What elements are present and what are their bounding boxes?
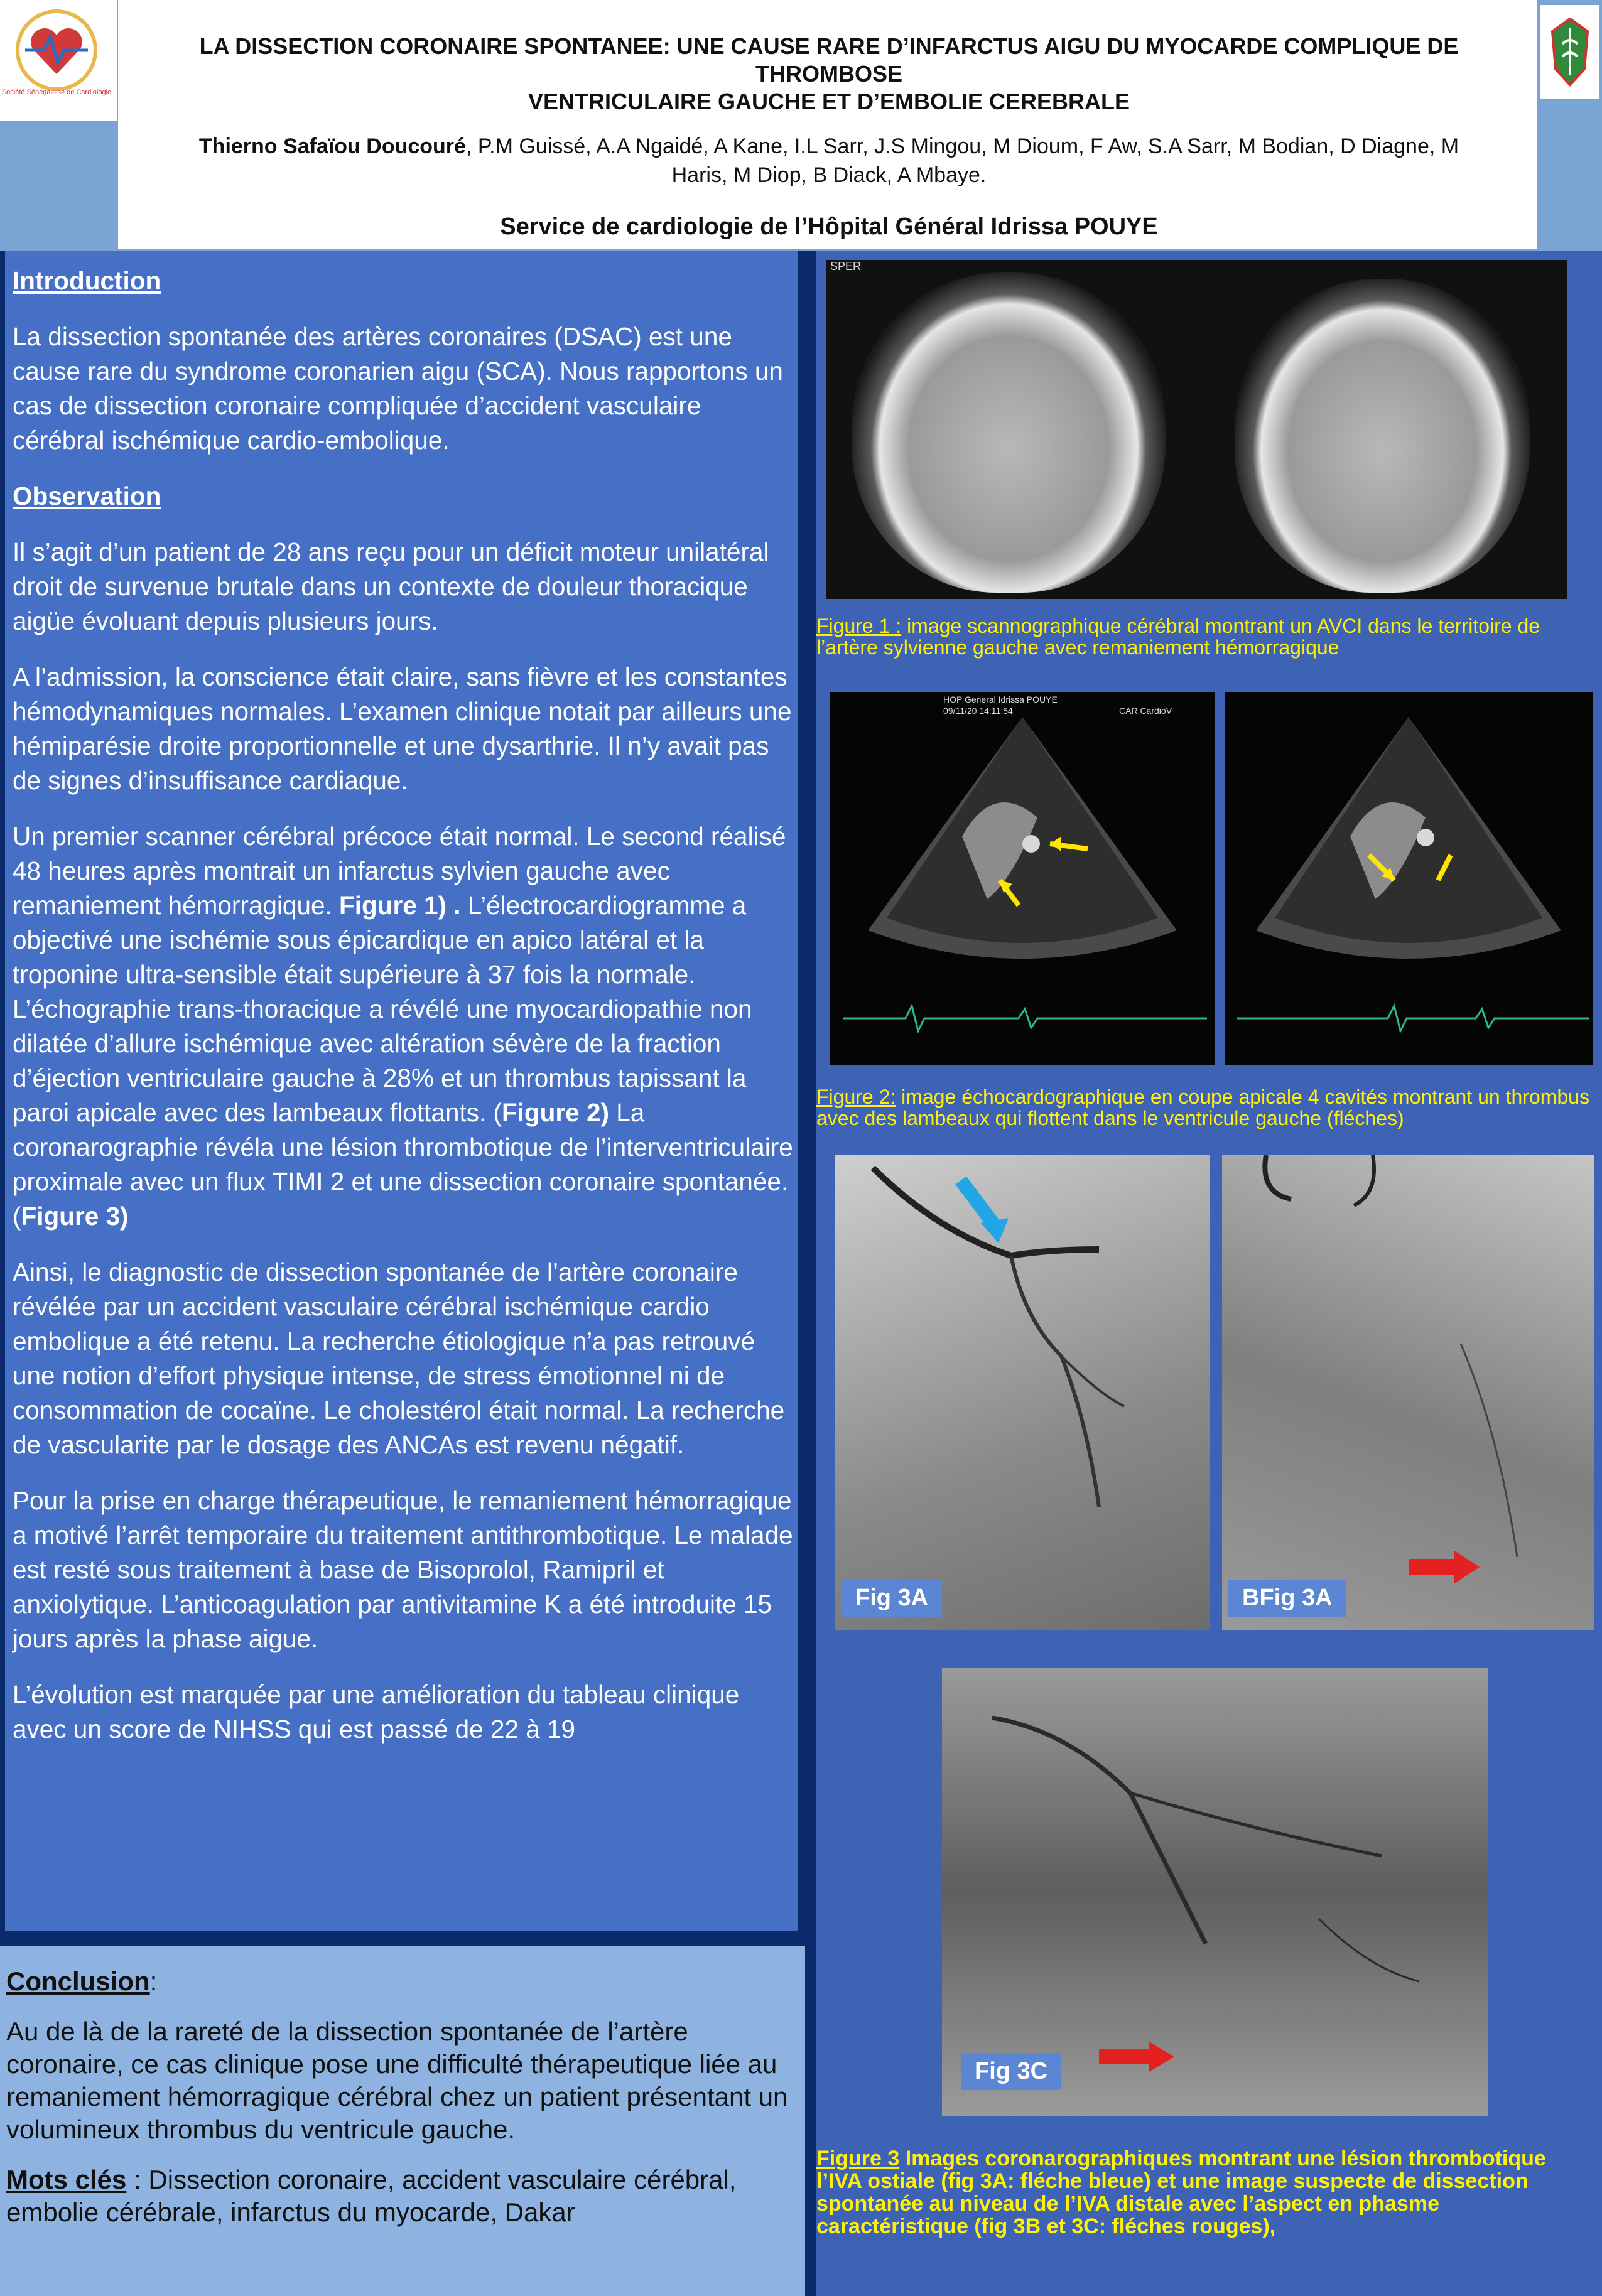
intro-heading: Introduction xyxy=(13,266,161,295)
intro-text: La dissection spontanée des artères coronaires (DSAC) est une cause rare du syndrome coronarien aigu (SCA). Nous rapportons un cas de dissection coronaire compliquée d’accident vasculaire cérébral ischémique cardio-embolique. xyxy=(13,322,783,455)
observation-p1: Il s’agit d’un patient de 28 ans reçu pour un déficit moteur unilatéral droit de survenue brutale dans un contexte de douleur thoracique aigüe évoluant depuis plusieurs jours. xyxy=(13,537,769,635)
first-author: Thierno Safaïou Doucouré xyxy=(198,134,466,158)
crest-icon xyxy=(1537,0,1602,121)
main-text xyxy=(13,264,798,1768)
observation-heading: Observation xyxy=(13,482,161,510)
heart-logo-icon xyxy=(0,0,117,121)
authors xyxy=(132,132,1526,190)
hospital-logo xyxy=(1537,0,1602,121)
keywords: Mots clés : Dissection coronaire, accident vasculaire cérébral, embolie cérébrale, infarctus du myocarde, Dakar xyxy=(6,2165,737,2227)
echo-image-1: HOP General Idrissa POUYE 09/11/20 14:11:54 CAR CardioV xyxy=(830,692,1215,1065)
echo-image-2 xyxy=(1225,692,1593,1065)
echo-sector-icon-2 xyxy=(1225,692,1593,1065)
poster-title xyxy=(132,33,1526,116)
vessel-icon-3 xyxy=(942,1668,1488,2116)
ct-slice-1 xyxy=(852,272,1166,593)
angiogram-3b xyxy=(1222,1155,1594,1630)
angiogram-3a xyxy=(835,1155,1210,1630)
echo-sector-icon xyxy=(830,692,1215,1065)
title-line-1: LA DISSECTION CORONAIRE SPONTANEE: UNE CAUSE RARE D’INFARCTUS AIGU DU MYOCARDE COMPLIQUE DE THROMBOSE xyxy=(199,33,1459,87)
fig-3b-tag: BFig 3A xyxy=(1228,1580,1346,1617)
authors-line-1: , P.M Guissé, A.A Ngaidé, A Kane, I.L Sarr, J.S Mingou, M Dioum, F Aw, S.A Sarr, M Bodian, D Diagne, M xyxy=(465,134,1459,158)
authors-line-2: Haris, M Diop, B Diack, A Mbaye. xyxy=(671,163,987,187)
society-logo xyxy=(0,0,117,121)
title-line-2: VENTRICULAIRE GAUCHE ET D’EMBOLIE CEREBRALE xyxy=(528,89,1130,114)
ct-slice-2 xyxy=(1235,279,1530,593)
svg-text:Société Sénégalaise de Cardiol: Société Sénégalaise de Cardiologie xyxy=(1,89,112,96)
figure-3-caption: Figure 3 Images coronarographiques montrant une lésion thrombotique l’IVA ostiale (fig 3A: fléche bleue) et une image suspecte de dissection spontanée au niveau de l’IVA distale avec l’aspect en phasme caractéristique (fig 3B et 3C: fléches rouges), xyxy=(816,2147,1546,2238)
observation-p2: A l’admission, la conscience était claire, sans fièvre et les constantes hémodynamiques normales. L’examen clinique notait par ailleurs une hémiparésie droite proportionnelle et une dysarthrie. Il n’y avait pas de signes d’insuffisance cardiaque. xyxy=(13,662,792,795)
keywords-heading: Mots clés xyxy=(6,2165,127,2194)
observation-p6: L’évolution est marquée par une amélioration du tableau clinique avec un score de NIHSS qui est passé de 22 à 19 xyxy=(13,1680,740,1744)
observation-p5: Pour la prise en charge thérapeutique, le remaniement hémorragique a motivé l’arrêt temporaire du traitement antithrombotique. Le malade est resté sous traitement à base de Bisoprolol, Ramipril et anxiolytique. L’anticoagulation par antivitamine K a été introduite 15 jours après la phase aigue. xyxy=(13,1486,793,1653)
fig-3a-tag: Fig 3A xyxy=(842,1580,942,1617)
angiogram-3c xyxy=(942,1668,1488,2116)
observation-p3: Un premier scanner cérébral précoce était normal. Le second réalisé 48 heures après montrait un infarctus sylvien gauche avec remaniement hémorragique. Figure 1) . L’électrocardiogramme a objectivé une ischémie sous épicardique en apico latéral et la troponine ultra-sensible était supérieure à 37 fois la normale. L’échographie trans-thoracique a révélé une myocardiopathie non dilatée d’allure ischémique avec altération sévère de la fraction d’éjection ventriculaire gauche à 28% et un thrombus tapissant la paroi apicale avec des lambeaux flottants. (Figure 2) La coronarographie révéla une lésion thrombotique de l’interventriculaire proximale avec un flux TIMI 2 et une dissection coronaire spontanée.(Figure 3) xyxy=(13,822,793,1231)
ct-scan-image: SPER xyxy=(826,260,1567,599)
conclusion: Conclusion: Au de là de la rareté de la dissection spontanée de l’artère coronaire, ce cas clinique pose une difficulté thérapeutique liée au remaniement hémorragique cérébral chez un patient présentant un volumineux thrombus du ventricule gauche. Mots clés : Dissection coronaire, accident vasculaire cérébral, embolie cérébrale, infarctus du myocarde, Dakar xyxy=(6,1965,801,2246)
observation-p4: Ainsi, le diagnostic de dissection spontanée de l’artère coronaire révélée par un accident vasculaire cérébral ischémique cardio embolique a été retenu. La recherche étiologique n’a pas retrouvé une notion d’effort physique intense, de stress émotionnel ni de consommation de cocaïne. Le cholestérol était normal. La recherche de vascularite par le dosage des ANCAs est revenu négatif. xyxy=(13,1258,785,1459)
vessel-icon-2 xyxy=(1222,1155,1594,1630)
figure-1-caption: Figure 1 : image scannographique cérébral montrant un AVCI dans le territoire de l’artère sylvienne gauche avec remaniement hémorragique xyxy=(816,615,1540,659)
vessel-icon xyxy=(835,1155,1210,1630)
figure-2-caption: Figure 2: image échocardographique en coupe apicale 4 cavités montrant un thrombus avec des lambeaux qui flottent dans le ventricule gauche (fléches) xyxy=(816,1086,1589,1129)
conclusion-heading: Conclusion xyxy=(6,1966,150,1996)
service-affiliation: Service de cardiologie de l’Hôpital Général Idrissa POUYE xyxy=(500,213,1158,240)
fig-3c-tag: Fig 3C xyxy=(961,2053,1061,2090)
conclusion-text: Au de là de la rareté de la dissection spontanée de l’artère coronaire, ce cas clinique pose une difficulté thérapeutique liée au remaniement hémorragique cérébral chez un patient présentant un volumineux thrombus du ventricule gauche. xyxy=(6,2017,788,2144)
